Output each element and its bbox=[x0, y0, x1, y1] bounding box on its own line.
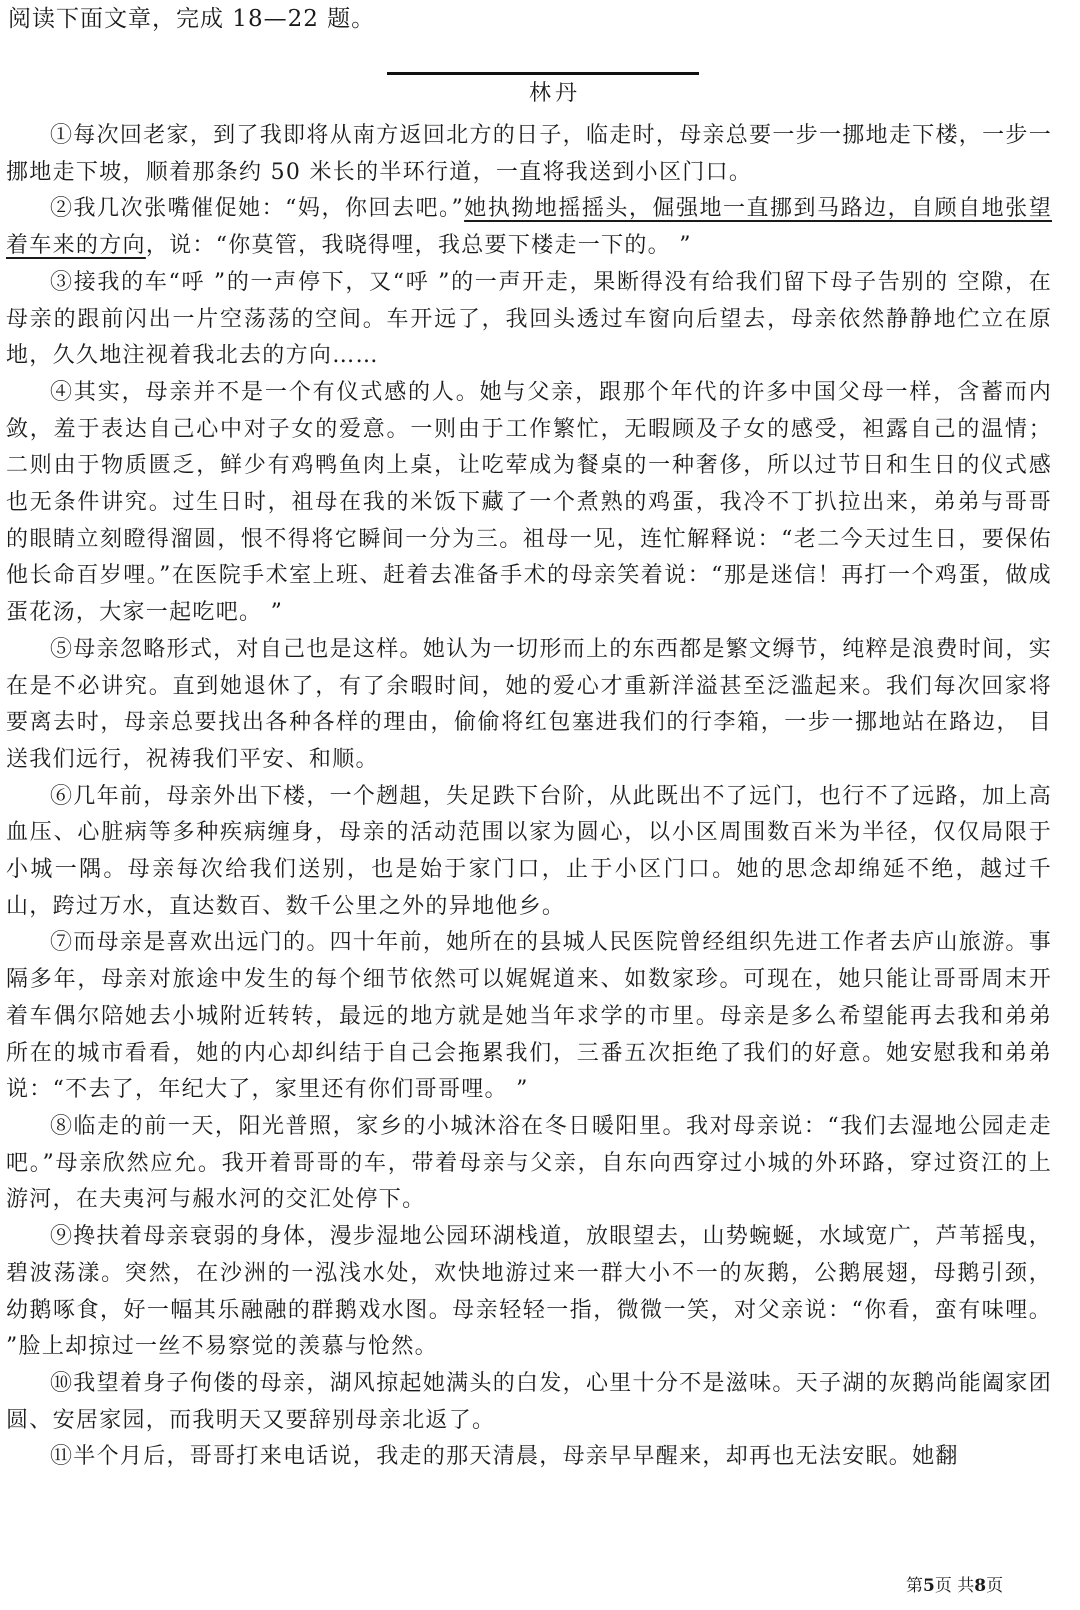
paragraph-4: ④其实，母亲并不是一个有仪式感的人。她与父亲，跟那个年代的许多中国父母一样，含蓄而内敛，羞于表达自己心中对子女的爱意。一则由于工作繁忙，无暇顾及子女的感受，袒露自己的温情；二则由于物质匮乏，鲜少有鸡鸭鱼肉上桌，让吃荤成为餐桌的一种奢侈，所以过节日和生日的仪式感也无条件讲究。过生日时，祖母在我的米饭下藏了一个煮熟的鸡蛋，我冷不丁扒拉出来，弟弟与哥哥的眼睛立刻瞪得溜圆，恨不得将它瞬间一分为三。祖母一见，连忙解释说：“老二今天过生日，要保佑他长命百岁哩。”在医院手术室上班、赶着去准备手术的母亲笑着说：“那是迷信！再打一个鸡蛋，做成蛋花汤，大家一起吃吧。 ” bbox=[6, 379, 1052, 626]
page-footer bbox=[906, 1573, 1003, 1599]
paragraph-7: ⑦而母亲是喜欢出远门的。四十年前，她所在的县城人民医院曾经组织先进工作者去庐山旅游。事隔多年，母亲对旅途中发生的每个细节依然可以娓娓道来、如数家珍。可现在，她只能让哥哥周末开着车偶尔陪她去小城附近转转，最远的地方就是她当年求学的市里。母亲是多么希望能再去我和弟弟所在的城市看看，她的内心却纠结于自己会拖累我们，三番五次拒绝了我们的好意。她安慰我和弟弟说：“不去了，年纪大了，家里还有你们哥哥哩。 ” bbox=[6, 930, 1052, 1103]
footer-mid: 页 共 bbox=[934, 1576, 975, 1596]
question-instruction: 阅读下面文章，完成 18—22 题。 bbox=[8, 6, 376, 32]
footer-suffix: 页 bbox=[986, 1576, 1004, 1596]
paragraph-5: ⑤母亲忽略形式，对自己也是这样。她认为一切形而上的东西都是繁文缛节，纯粹是浪费时间，实在是不必讲究。直到她退休了，有了余暇时间，她的爱心才重新洋溢甚至泛滥起来。我们每次回家将要离去时，母亲总要找出各种各样的理由，偷偷将红包塞进我们的行李箱，一步一挪地站在路边， 目送我们远行，祝祷我们平安、和顺。 bbox=[6, 636, 1052, 772]
paragraph-2-tail: ，说：“你莫管，我晓得哩，我总要下楼走一下的。 ” bbox=[145, 233, 692, 259]
paragraph-8: ⑧临走的前一天，阳光普照，家乡的小城沐浴在冬日暖阳里。我对母亲说：“我们去湿地公园走走吧。”母亲欣然应允。我开着哥哥的车，带着母亲与父亲，自东向西穿过小城的外环路，穿过资江的上游河，在夫夷河与赧水河的交汇处停下。 bbox=[6, 1113, 1052, 1213]
footer-prefix: 第 bbox=[906, 1576, 923, 1596]
title-rule bbox=[387, 72, 699, 75]
paragraph-10: ⑩我望着身子佝偻的母亲，湖风掠起她满头的白发，心里十分不是滋味。天子湖的灰鹅尚能阖家团圆、安居家园，而我明天又要辞别母亲北返了。 bbox=[6, 1370, 1052, 1433]
current-page-number: 5 bbox=[923, 1576, 935, 1596]
paragraph-9: ⑨搀扶着母亲衰弱的身体，漫步湿地公园环湖栈道，放眼望去，山势蜿蜒，水域宽广，芦苇摇曳，碧波荡漾。突然，在沙洲的一泓浅水处，欢快地游过来一群大小不一的灰鹅，公鹅展翅，母鹅引颈，幼鹅啄食，好一幅其乐融融的群鹅戏水图。母亲轻轻一指，微微一笑，对父亲说：“你看，蛮有味哩。 ”脸上却掠过一丝不易察觉的羡慕与怆然。 bbox=[6, 1224, 1052, 1360]
paragraph-1: ①每次回老家，到了我即将从南方返回北方的日子，临走时，母亲总要一步一挪地走下楼，一步一挪地走下坡，顺着那条约 50 米长的半环行道，一直将我送到小区门口。 bbox=[6, 123, 1052, 185]
paragraph-2 bbox=[6, 191, 1052, 264]
paragraph-11: ⑪半个月后，哥哥打来电话说，我走的那天清晨，母亲早早醒来，却再也无法安眠。她翻 bbox=[50, 1444, 959, 1470]
paragraph-6: ⑥几年前，母亲外出下楼，一个趔趄，失足跌下台阶，从此既出不了远门，也行不了远路，加上高血压、心脏病等多种疾病缠身，母亲的活动范围以家为圆心，以小区周围数百米为半径，仅仅局限于小城一隅。母亲每次给我们送别，也是始于家门口，止于小区门口。她的思念却绵延不绝，越过千山，跨过万水，直达数百、数千公里之外的异地他乡。 bbox=[6, 783, 1052, 919]
total-page-count: 8 bbox=[974, 1576, 987, 1596]
article-author: 林丹 bbox=[528, 81, 581, 106]
article-body bbox=[6, 118, 1052, 1476]
paragraph-3: ③接我的车“呼 ”的一声停下，又“呼 ”的一声开走，果断得没有给我们留下母子告别的 空隙，在母亲的跟前闪出一片空荡荡的空间。车开远了，我回头透过车窗向后望去，母亲依然静静地伫立在原地，久久地注视着我北去的方向…… bbox=[6, 269, 1052, 369]
underlined-sentence: 她执拗地摇摇头，倔强地一直挪到马路边，自顾自地张望着车来的方向 bbox=[6, 196, 1052, 259]
paragraph-2-lead: ②我几次张嘴催促她：“妈，你回去吧。” bbox=[50, 196, 465, 222]
